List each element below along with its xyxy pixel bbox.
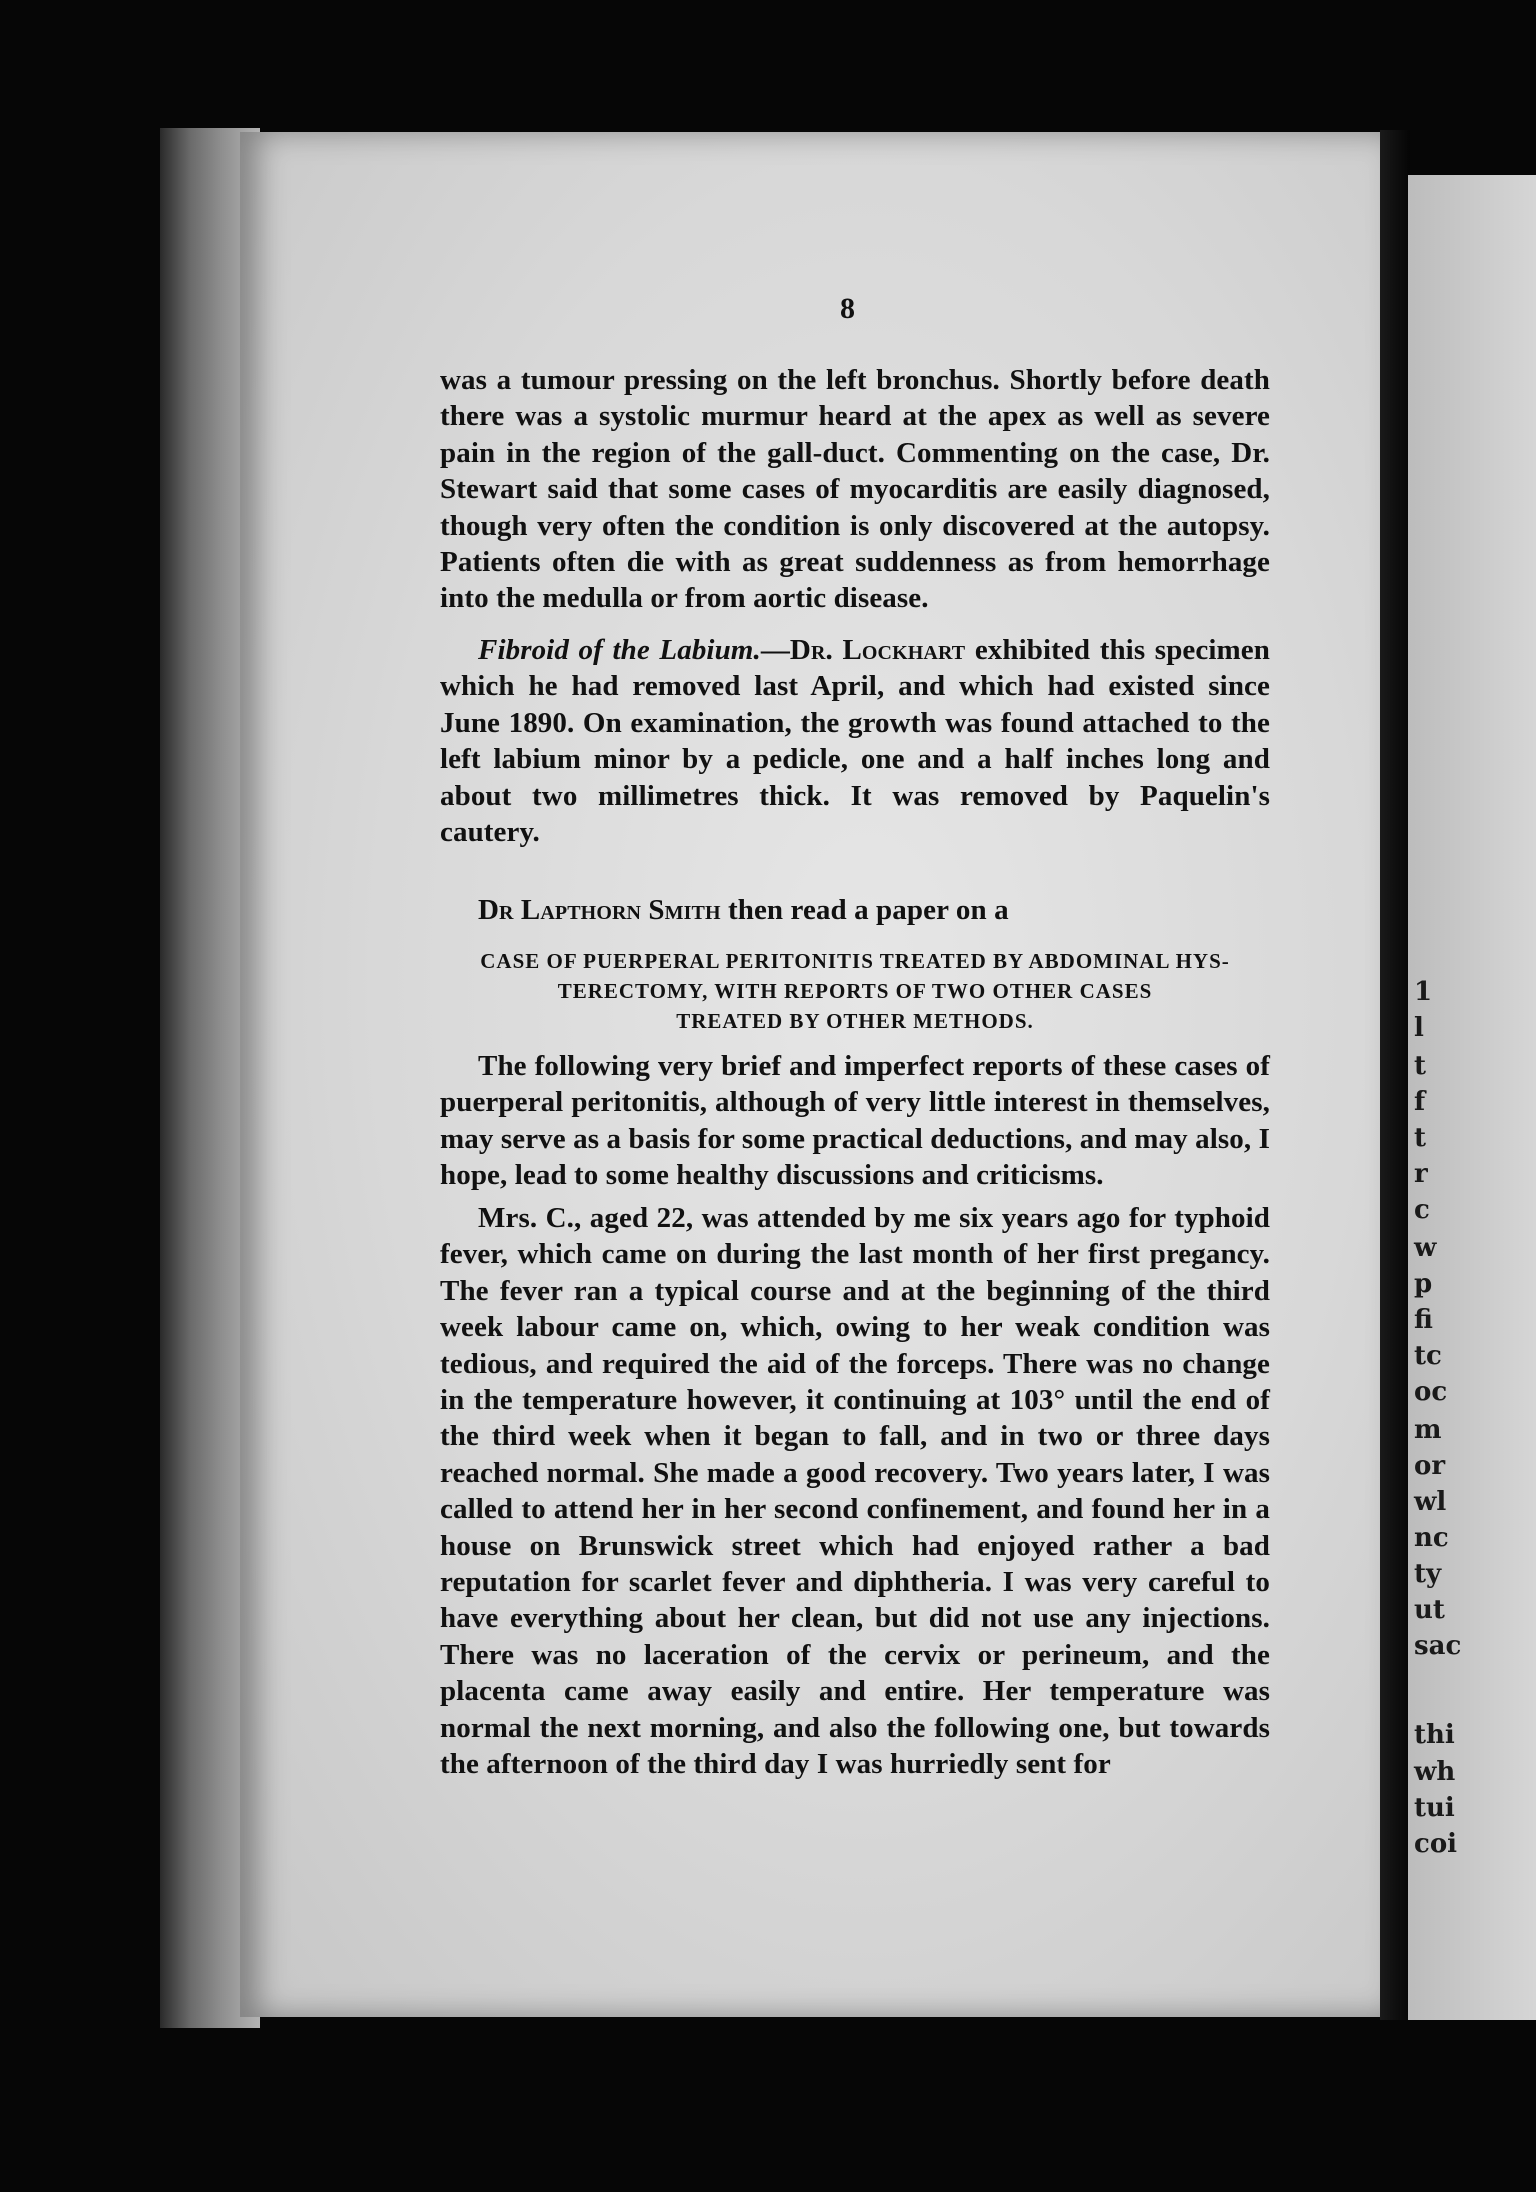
article-heading xyxy=(440,946,1270,1036)
author-name-lockhart: Dr. Lockhart xyxy=(789,634,966,666)
facing-fragment: oc xyxy=(1414,1377,1448,1407)
facing-fragment: m xyxy=(1414,1415,1442,1445)
facing-fragment: thi xyxy=(1414,1720,1455,1750)
page-number: 8 xyxy=(840,292,855,325)
facing-fragment: p xyxy=(1414,1269,1433,1299)
paragraph-paper-intro xyxy=(440,892,1270,928)
facing-fragment: wh xyxy=(1414,1757,1456,1787)
heading-line: CASE OF PUERPERAL PERITONITIS TREATED BY ABDOMINAL HYS- xyxy=(480,949,1230,973)
facing-fragment: r xyxy=(1414,1159,1428,1189)
facing-fragment: c xyxy=(1414,1195,1430,1225)
heading-line: TERECTOMY, WITH REPORTS OF TWO OTHER CASES xyxy=(557,979,1153,1003)
paragraph-fibroid xyxy=(440,632,1270,850)
paragraph-paper-intro-body: then read a paper on a xyxy=(720,894,1009,926)
facing-fragment: ty xyxy=(1414,1559,1442,1589)
em-dash: — xyxy=(760,634,790,666)
paragraph-fibroid-body: exhibited this specimen which he had removed last April, and which had existed since June 1890. On examination, the growth was found attached to the left labium minor by a pedicle, one and a half inches long and about two millimetres thick. It was removed by Paquelin's cautery. xyxy=(440,634,1270,849)
paragraph-myocarditis: was a tumour pressing on the left bronchus. Shortly before death there was a systolic murmur heard at the apex as well as severe pain in the region of the gall-duct. Commenting on the case, Dr. Stewart said that some cases of myocarditis are easily diagnosed, though very often the condition is only discovered at the autopsy. Patients often die with as great suddenness as from hemorrhage into the medulla or from aortic disease. xyxy=(440,364,1270,615)
facing-fragment: coi xyxy=(1414,1829,1458,1859)
facing-fragment: nc xyxy=(1414,1523,1449,1553)
section-title-fibroid: Fibroid of the Labium. xyxy=(478,634,761,666)
facing-fragment: tc xyxy=(1414,1341,1442,1371)
facing-fragment: w xyxy=(1414,1233,1437,1263)
facing-fragment: or xyxy=(1414,1451,1446,1481)
facing-fragment: 1 xyxy=(1414,977,1433,1007)
book-gutter xyxy=(1380,130,1410,2020)
facing-page xyxy=(1408,175,1536,2020)
facing-fragment: wl xyxy=(1414,1487,1447,1517)
facing-fragment: t xyxy=(1414,1123,1427,1153)
paragraph-introduction: The following very brief and imperfect reports of these cases of puerperal peritonitis, although of very little interest in themselves, may serve as a basis for some practical deductions, and may also, I hope, lead to some healthy discussions and criticisms. xyxy=(440,1050,1270,1192)
facing-fragment: l xyxy=(1414,1013,1424,1043)
heading-line: TREATED BY OTHER METHODS. xyxy=(676,1009,1034,1033)
facing-fragment: sac xyxy=(1414,1631,1462,1661)
facing-fragment: t xyxy=(1414,1051,1427,1081)
author-name-smith: Dr Lapthorn Smith xyxy=(478,894,721,926)
facing-fragment: tui xyxy=(1414,1793,1455,1823)
facing-fragment: fi xyxy=(1414,1305,1433,1335)
facing-fragment: f xyxy=(1414,1087,1426,1117)
facing-fragment: ut xyxy=(1414,1595,1445,1625)
paragraph-case-report: Mrs. C., aged 22, was attended by me six years ago for typhoid fever, which came on during the last month of her first pregancy. The fever ran a typical course and at the beginning of the third week labour came on, which, owing to her weak condition was tedious, and required the aid of the forceps. There was no change in the temperature however, it continuing at 103° until the end of the third week when it began to fall, and in two or three days reached normal. She made a good recovery. Two years later, I was called to attend her in her second confinement, and found her in a house on Brunswick street which had enjoyed rather a bad reputation for scarlet fever and diphtheria. I was very careful to have everything about her clean, but did not use any injections. There was no laceration of the cervix or perineum, and the placenta came away easily and entire. Her temperature was normal the next morning, and also the following one, but towards the afternoon of the third day I was hurriedly sent for xyxy=(440,1202,1270,1781)
